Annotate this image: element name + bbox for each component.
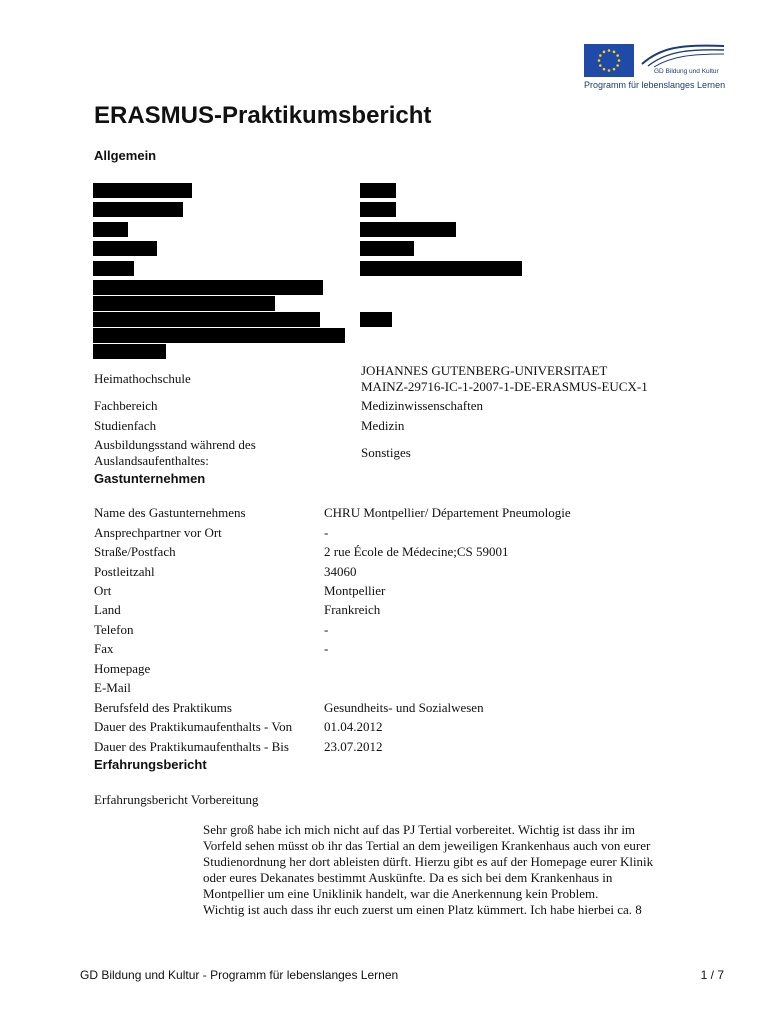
redacted-block xyxy=(93,241,157,256)
redacted-block xyxy=(93,222,128,237)
field-value-fax: - xyxy=(324,641,329,656)
section-heading-gastunternehmen: Gastunternehmen xyxy=(94,471,206,486)
redacted-block xyxy=(93,312,320,327)
eu-star-icon xyxy=(616,54,619,57)
field-label-dauer-bis: Dauer des Praktikumaufenthalts - Bis xyxy=(94,739,289,754)
field-value-heimathochschule-line1: JOHANNES GUTENBERG-UNIVERSITAET xyxy=(361,363,608,378)
footer-programme-text: GD Bildung und Kultur - Programm für lebenslanges Lernen xyxy=(80,968,399,982)
redacted-block xyxy=(93,296,275,311)
redacted-block xyxy=(360,241,414,256)
eu-star-icon xyxy=(598,59,601,62)
section-heading-allgemein: Allgemein xyxy=(94,148,157,163)
field-label-homepage: Homepage xyxy=(94,661,151,676)
field-label-ort: Ort xyxy=(94,583,112,598)
eu-star-icon xyxy=(608,49,611,52)
eu-star-icon xyxy=(618,59,621,62)
redacted-block xyxy=(360,312,392,327)
eu-star-icon xyxy=(616,64,619,67)
field-value-ansprechpartner: - xyxy=(324,525,329,540)
field-value-heimathochschule-line2: MAINZ-29716-IC-1-2007-1-DE-ERASMUS-EUCX-1 xyxy=(361,379,648,394)
eu-star-icon xyxy=(613,51,616,54)
field-label-name-gastunternehmen: Name des Gastunternehmens xyxy=(94,505,246,520)
eu-flag-icon xyxy=(584,44,634,77)
eu-star-icon xyxy=(599,54,602,57)
field-value-berufsfeld: Gesundheits- und Sozialwesen xyxy=(324,700,484,715)
field-label-heimathochschule: Heimathochschule xyxy=(94,371,191,386)
eu-star-icon xyxy=(613,68,616,71)
eu-programme-logo xyxy=(584,42,726,92)
field-label-fax: Fax xyxy=(94,641,114,656)
field-value-dauer-bis: 23.07.2012 xyxy=(324,739,383,754)
field-label-ausbildungsstand-line2: Auslandsaufenthaltes: xyxy=(94,453,209,468)
logo-text-programme: Programm für lebenslanges Lernen xyxy=(584,80,726,90)
wave-logo-icon xyxy=(640,42,726,68)
eu-star-icon xyxy=(608,69,611,72)
redacted-block xyxy=(360,183,396,198)
field-value-telefon: - xyxy=(324,622,329,637)
field-label-strasse: Straße/Postfach xyxy=(94,544,176,559)
erfahrungsbericht-paragraph xyxy=(203,822,703,918)
field-label-postleitzahl: Postleitzahl xyxy=(94,564,155,579)
redacted-block xyxy=(93,261,134,276)
eu-star-icon xyxy=(599,64,602,67)
eu-star-icon xyxy=(603,51,606,54)
redacted-block xyxy=(93,328,345,343)
field-label-fachbereich: Fachbereich xyxy=(94,398,158,413)
paragraph-line: Wichtig ist auch dass ihr euch zuerst um einen Platz kümmert. Ich habe hierbei ca. 8 xyxy=(203,902,642,917)
field-value-ort: Montpellier xyxy=(324,583,386,598)
field-label-land: Land xyxy=(94,602,121,617)
redacted-block xyxy=(360,202,396,217)
eu-star-icon xyxy=(603,68,606,71)
section-heading-erfahrungsbericht: Erfahrungsbericht xyxy=(94,757,207,772)
field-value-dauer-von: 01.04.2012 xyxy=(324,719,383,734)
field-value-strasse: 2 rue École de Médecine;CS 59001 xyxy=(324,544,509,559)
redacted-block xyxy=(360,261,522,276)
field-label-berufsfeld: Berufsfeld des Praktikums xyxy=(94,700,232,715)
redacted-block xyxy=(93,344,166,359)
field-value-postleitzahl: 34060 xyxy=(324,564,357,579)
field-label-telefon: Telefon xyxy=(94,622,134,637)
field-label-ansprechpartner: Ansprechpartner vor Ort xyxy=(94,525,222,540)
field-value-studienfach: Medizin xyxy=(361,418,405,433)
field-value-land: Frankreich xyxy=(324,602,381,617)
paragraph-line: Montpellier um eine Uniklinik handelt, war die Anerkennung kein Problem. xyxy=(203,886,599,901)
redacted-block xyxy=(93,280,323,295)
field-label-email: E-Mail xyxy=(94,680,131,695)
page-title: ERASMUS-Praktikumsbericht xyxy=(94,102,432,129)
paragraph-line: Vorfeld sehen müsst ob ihr das Tertial an dem jeweiligen Krankenhaus auch von eurer xyxy=(203,838,651,853)
redacted-block xyxy=(93,183,192,198)
page-number: 1 / 7 xyxy=(700,968,724,982)
paragraph-line: Sehr groß habe ich mich nicht auf das PJ Tertial vorbereitet. Wichtig ist dass ihr im xyxy=(203,822,636,837)
redacted-block xyxy=(93,202,183,217)
paragraph-line: Studienordnung her dort ableisten dürft. Hierzu gibt es auf der Homepage eurer Klinik xyxy=(203,854,654,869)
field-value-name-gastunternehmen: CHRU Montpellier/ Département Pneumologie xyxy=(324,505,571,520)
field-value-ausbildungsstand: Sonstiges xyxy=(361,445,411,460)
logo-text-dg: GD Bildung und Kultur xyxy=(654,68,719,75)
field-value-fachbereich: Medizinwissenschaften xyxy=(361,398,484,413)
redacted-block xyxy=(360,222,456,237)
field-label-ausbildungsstand-line1: Ausbildungsstand während des xyxy=(94,437,256,452)
field-label-erfahrungsbericht-vorbereitung: Erfahrungsbericht Vorbereitung xyxy=(94,792,259,807)
paragraph-line: oder eures Dekanates bestimmt Auskünfte. Da es sich bei dem Krankenhaus in xyxy=(203,870,613,885)
field-label-dauer-von: Dauer des Praktikumaufenthalts - Von xyxy=(94,719,293,734)
field-label-studienfach: Studienfach xyxy=(94,418,157,433)
